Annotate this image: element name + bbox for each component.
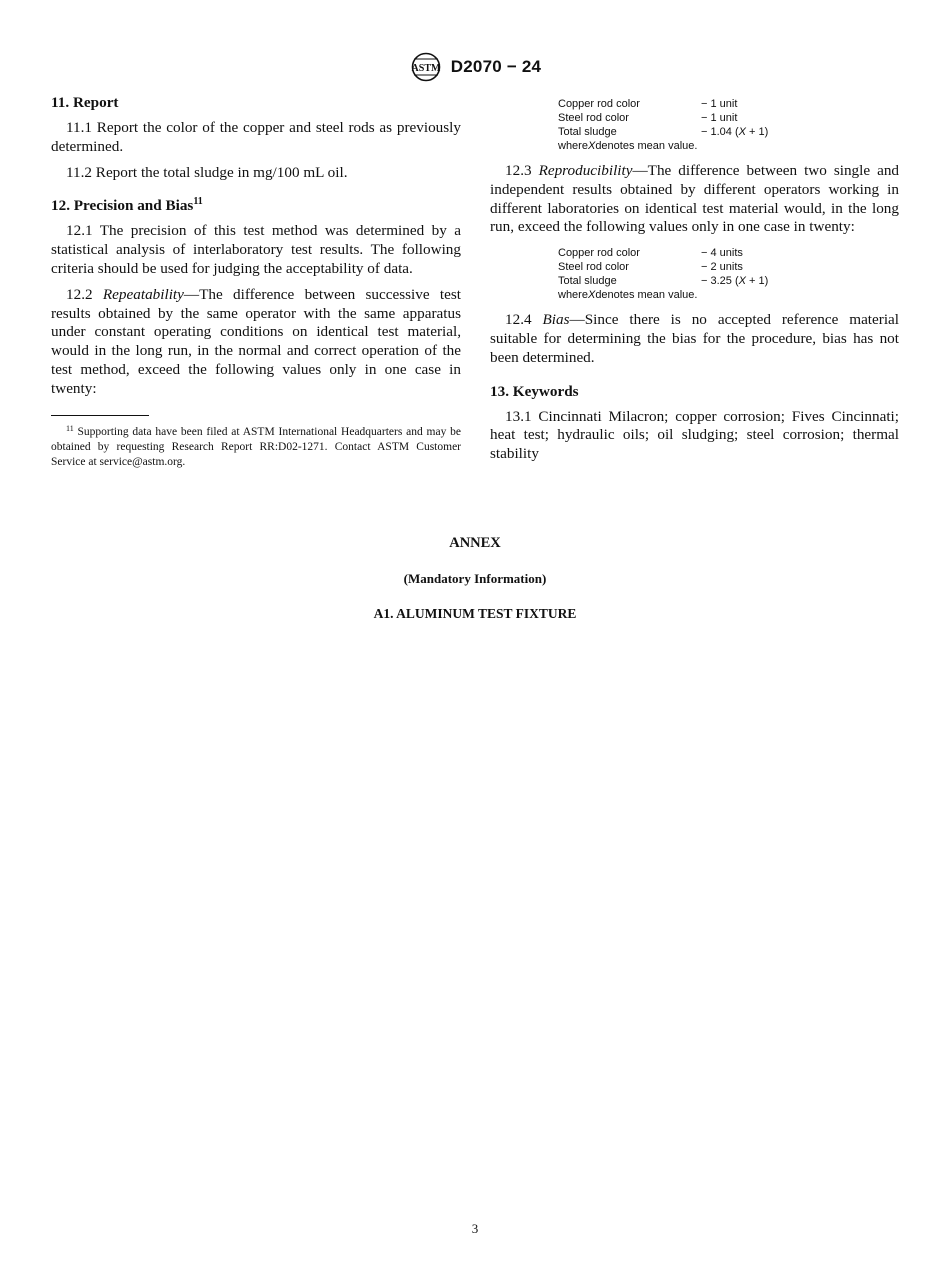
paragraph-12-1: 12.1 The precision of this test method was determined by a statistical analysis of interlaboratory test results. The following criteria should be used for judging the acceptability of data.: [51, 222, 461, 277]
row-label: Total sludge: [558, 126, 617, 138]
row-label: Copper rod color: [558, 247, 640, 260]
row-label: Total sludge: [558, 275, 617, 288]
row-value: − 1.04 (X + 1): [701, 126, 769, 138]
logo-text: ASTM: [411, 63, 441, 74]
annex-title: ANNEX: [449, 535, 501, 551]
document-designation: D2070 − 24: [450, 57, 542, 76]
repeatability-values-table: [558, 97, 899, 153]
paragraph-11-2: 11.2 Report the total sludge in mg/100 mL oil.: [66, 163, 348, 181]
row-value: − 1 unit: [701, 98, 738, 110]
footnote-text: Supporting data have been filed at ASTM International Headquarters and may be obtained by requesting Research Report RR:D02-1271. Contact ASTM Customer Service at service@astm.org.: [51, 426, 461, 469]
paragraph-12-2-text: —The difference between successive test results obtained by the same operator with the same apparatus under constant operating conditions on identical test material, would in the long run, in the normal and correct operation of the test method, exceed the following values only in one case in twenty:: [51, 285, 462, 397]
section-12-title: 12. Precision and Bias: [51, 197, 194, 215]
row-value: − 1 unit: [701, 112, 738, 124]
table-row: [558, 97, 899, 111]
footnote-rule: [51, 415, 149, 416]
table-note: where X denotes mean value.: [558, 140, 698, 152]
paragraph-12-4-number: 12.4: [505, 311, 532, 329]
section-12-heading: [51, 196, 461, 215]
table-row: [558, 274, 899, 288]
paragraph-12-4-text: —Since there is no accepted reference material suitable for determining the bias for the procedure, bias has not been determined.: [490, 311, 900, 366]
table-row: [558, 125, 899, 139]
right-column: [490, 97, 899, 464]
annex-a1-heading: A1. ALUMINUM TEST FIXTURE: [373, 606, 577, 621]
table-row: [558, 111, 899, 125]
row-label: Steel rod color: [558, 112, 629, 124]
footnote-marker: 11: [66, 424, 74, 433]
table-row: [558, 260, 899, 274]
paragraph-11-1: 11.1 Report the color of the copper and steel rods as previously determined.: [51, 119, 461, 155]
astm-logo-icon: [409, 52, 443, 82]
table-row: [558, 246, 899, 260]
paragraph-12-3: [490, 162, 899, 237]
section-13-heading: 13. Keywords: [490, 382, 579, 400]
row-value: − 3.25 (X + 1): [701, 275, 769, 288]
paragraph-12-3-number: 12.3: [505, 162, 532, 179]
paragraph-12-2: [51, 286, 461, 399]
paragraph-12-3-text: —The difference between two single and independent results obtained by different operators working in different laboratories on identical test material would, in the long run, exceed the following values only in one case in twenty:: [490, 162, 900, 236]
row-label: Steel rod color: [558, 261, 629, 274]
footnote-11: [51, 425, 461, 471]
annex-subtitle: (Mandatory Information): [403, 571, 547, 586]
section-11-heading: 11. Report: [51, 94, 119, 111]
paragraph-12-2-number: 12.2: [66, 285, 93, 303]
row-value: − 4 units: [701, 247, 743, 260]
left-column: [51, 93, 461, 399]
row-label: Copper rod color: [558, 98, 640, 110]
paragraph-12-4: [490, 311, 899, 367]
reproducibility-values-table: [558, 246, 899, 302]
page-number: 3: [471, 1221, 479, 1236]
table-note: where X denotes mean value.: [558, 289, 698, 302]
repeatability-term: Repeatability: [102, 285, 184, 303]
bias-term: Bias: [542, 311, 570, 329]
footnote-ref-11: 11: [193, 196, 203, 208]
page-header: [0, 52, 950, 82]
reproducibility-term: Reproducibility: [538, 162, 633, 179]
row-value: − 2 units: [701, 261, 743, 274]
paragraph-13-1: 13.1 Cincinnati Milacron; copper corrosion; Fives Cincinnati; heat test; hydraulic oils; oil sludging; steel corrosion; thermal stability: [490, 407, 899, 463]
